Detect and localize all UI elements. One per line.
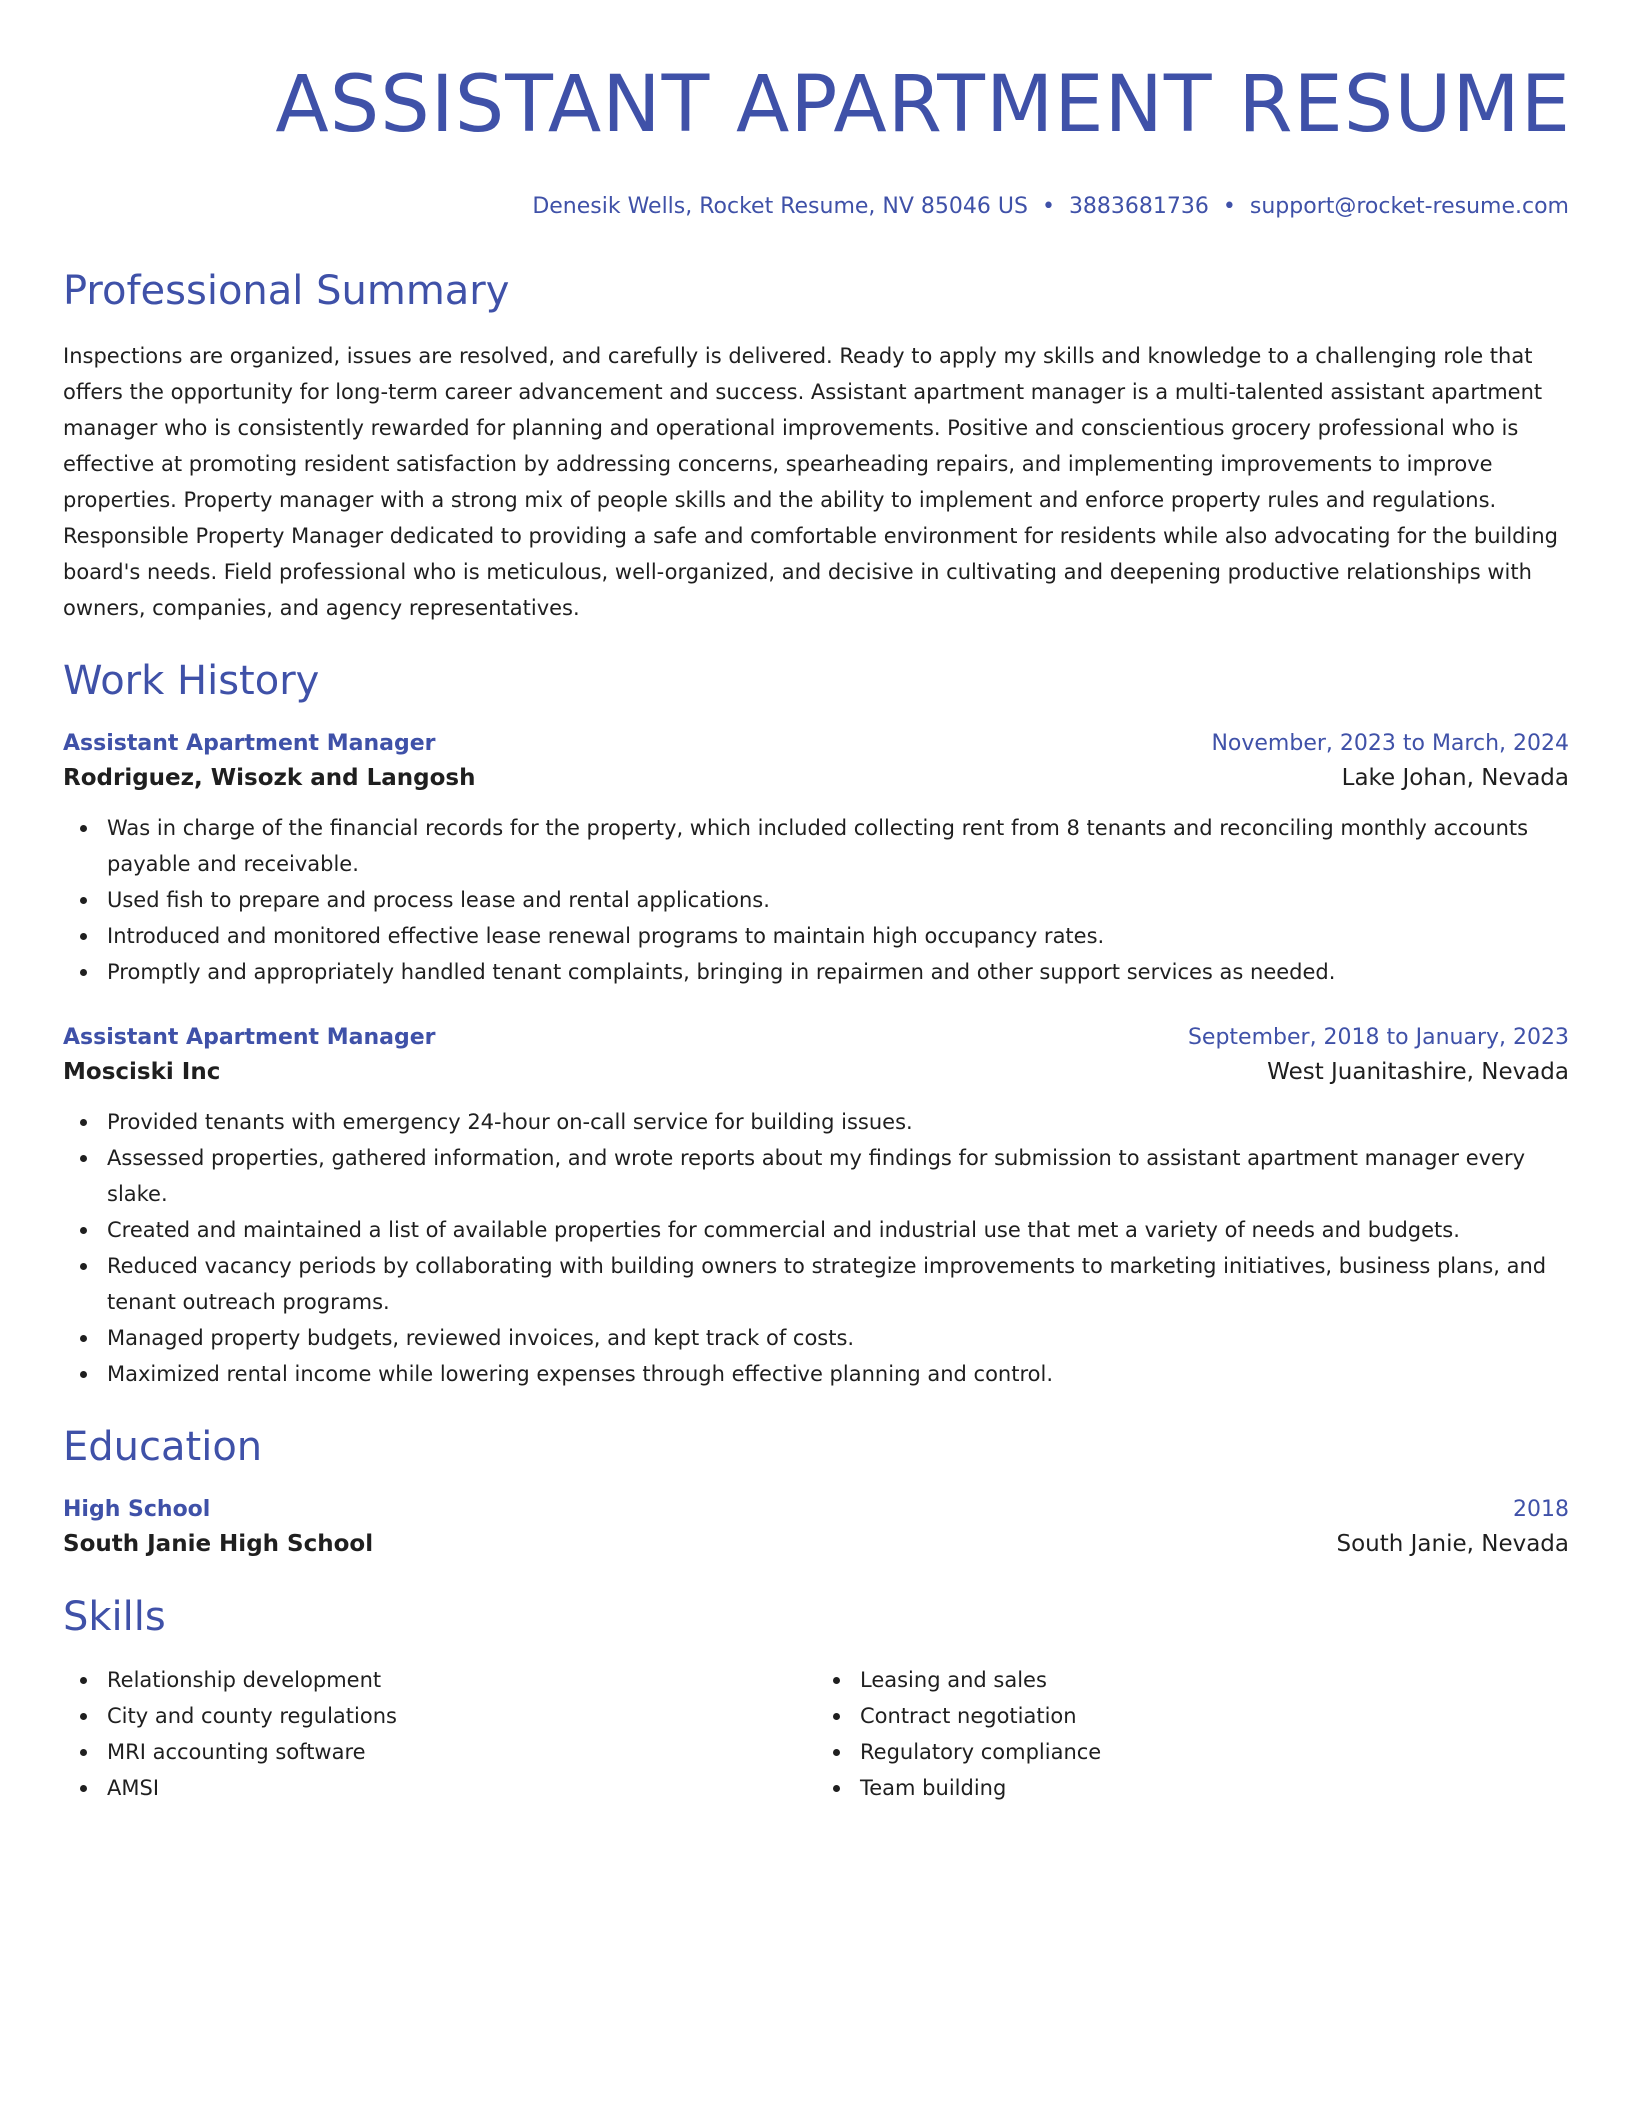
job-entry — [63, 728, 1569, 990]
skills-heading: Skills — [63, 1594, 166, 1640]
education-section — [63, 1422, 1569, 1562]
list-item: Used fish to prepare and process lease and rental applications. — [63, 882, 1569, 918]
job-location: West Juanitashire, Nevada — [1267, 1059, 1569, 1085]
work-history-heading: Work History — [63, 658, 320, 704]
job-dates: November, 2023 to March, 2024 — [1211, 731, 1569, 756]
summary-text: Inspections are organized, issues are resolved, and carefully is delivered. Ready to apply my skills and knowledge to a challenging role that offers the opportunity for long-term career advancement and success. Assistant apartment manager is a multi-talented assistant apartment manager who is consistently rewarded for planning and operational improvements. Positive and conscientious grocery professional who is effective at promoting resident satisfaction by addressing concerns, spearheading repairs, and implementing improvements to improve properties. Property manager with a strong mix of people skills and the ability to implement and enforce property rules and regulations. Responsible Property Manager dedicated to providing a safe and comfortable environment for residents while also advocating for the building board's needs. Field professional who is meticulous, well-organized, and decisive in cultivating and deepening productive relationships with owners, companies, and agency representatives. — [63, 344, 1558, 620]
skills-list — [816, 1662, 1569, 1806]
list-item: Assessed properties, gathered information, and wrote reports about my findings for submission to assistant apartment manager every slake. — [63, 1140, 1569, 1212]
skills-section — [63, 1592, 1569, 1806]
job-bullets — [63, 810, 1569, 990]
summary-heading: Professional Summary — [63, 268, 510, 314]
skill-item: MRI accounting software — [63, 1734, 816, 1770]
job-title: Assistant Apartment Manager — [63, 731, 436, 756]
job-bullets — [63, 1104, 1569, 1392]
contact-address: Denesik Wells, Rocket Resume, NV 85046 US — [532, 194, 1028, 219]
education-heading: Education — [63, 1424, 263, 1470]
school-name: South Janie High School — [63, 1531, 374, 1557]
education-entry — [63, 1494, 1569, 1562]
skill-item: Leasing and sales — [816, 1662, 1569, 1698]
contact-separator: • — [1041, 194, 1055, 219]
contact-line — [63, 192, 1569, 222]
skills-list — [63, 1662, 816, 1806]
work-history-section — [63, 656, 1569, 1392]
job-entry — [63, 1022, 1569, 1392]
contact-separator: • — [1222, 194, 1236, 219]
resume-title: ASSISTANT APARTMENT RESUME — [275, 60, 1571, 150]
company-name: Rodriguez, Wisozk and Langosh — [63, 765, 476, 791]
list-item: Maximized rental income while lowering expenses through effective planning and control. — [63, 1356, 1569, 1392]
skills-column-right — [816, 1662, 1569, 1806]
skills-grid — [63, 1662, 1569, 1806]
school-location: South Janie, Nevada — [1336, 1531, 1569, 1557]
skill-item: Relationship development — [63, 1662, 816, 1698]
list-item: Managed property budgets, reviewed invoices, and kept track of costs. — [63, 1320, 1569, 1356]
graduation-year: 2018 — [1513, 1497, 1569, 1522]
skill-item: Team building — [816, 1770, 1569, 1806]
job-location: Lake Johan, Nevada — [1341, 765, 1569, 791]
skill-item: Regulatory compliance — [816, 1734, 1569, 1770]
skill-item: City and county regulations — [63, 1698, 816, 1734]
list-item: Created and maintained a list of available properties for commercial and industrial use that met a variety of needs and budgets. — [63, 1212, 1569, 1248]
skill-item: AMSI — [63, 1770, 816, 1806]
list-item: Reduced vacancy periods by collaborating with building owners to strategize improvements to marketing initiatives, business plans, and tenant outreach programs. — [63, 1248, 1569, 1320]
list-item: Provided tenants with emergency 24-hour on-call service for building issues. — [63, 1104, 1569, 1140]
list-item: Introduced and monitored effective lease renewal programs to maintain high occupancy rates. — [63, 918, 1569, 954]
job-dates: September, 2018 to January, 2023 — [1187, 1025, 1569, 1050]
skill-item: Contract negotiation — [816, 1698, 1569, 1734]
contact-email: support@rocket-resume.com — [1249, 194, 1569, 219]
list-item: Was in charge of the financial records for the property, which included collecting rent from 8 tenants and reconciling monthly accounts payable and receivable. — [63, 810, 1569, 882]
skills-column-left — [63, 1662, 816, 1806]
degree: High School — [63, 1497, 211, 1522]
contact-phone: 3883681736 — [1068, 194, 1209, 219]
company-name: Mosciski Inc — [63, 1059, 221, 1085]
list-item: Promptly and appropriately handled tenant complaints, bringing in repairmen and other support services as needed. — [63, 954, 1569, 990]
job-title: Assistant Apartment Manager — [63, 1025, 436, 1050]
